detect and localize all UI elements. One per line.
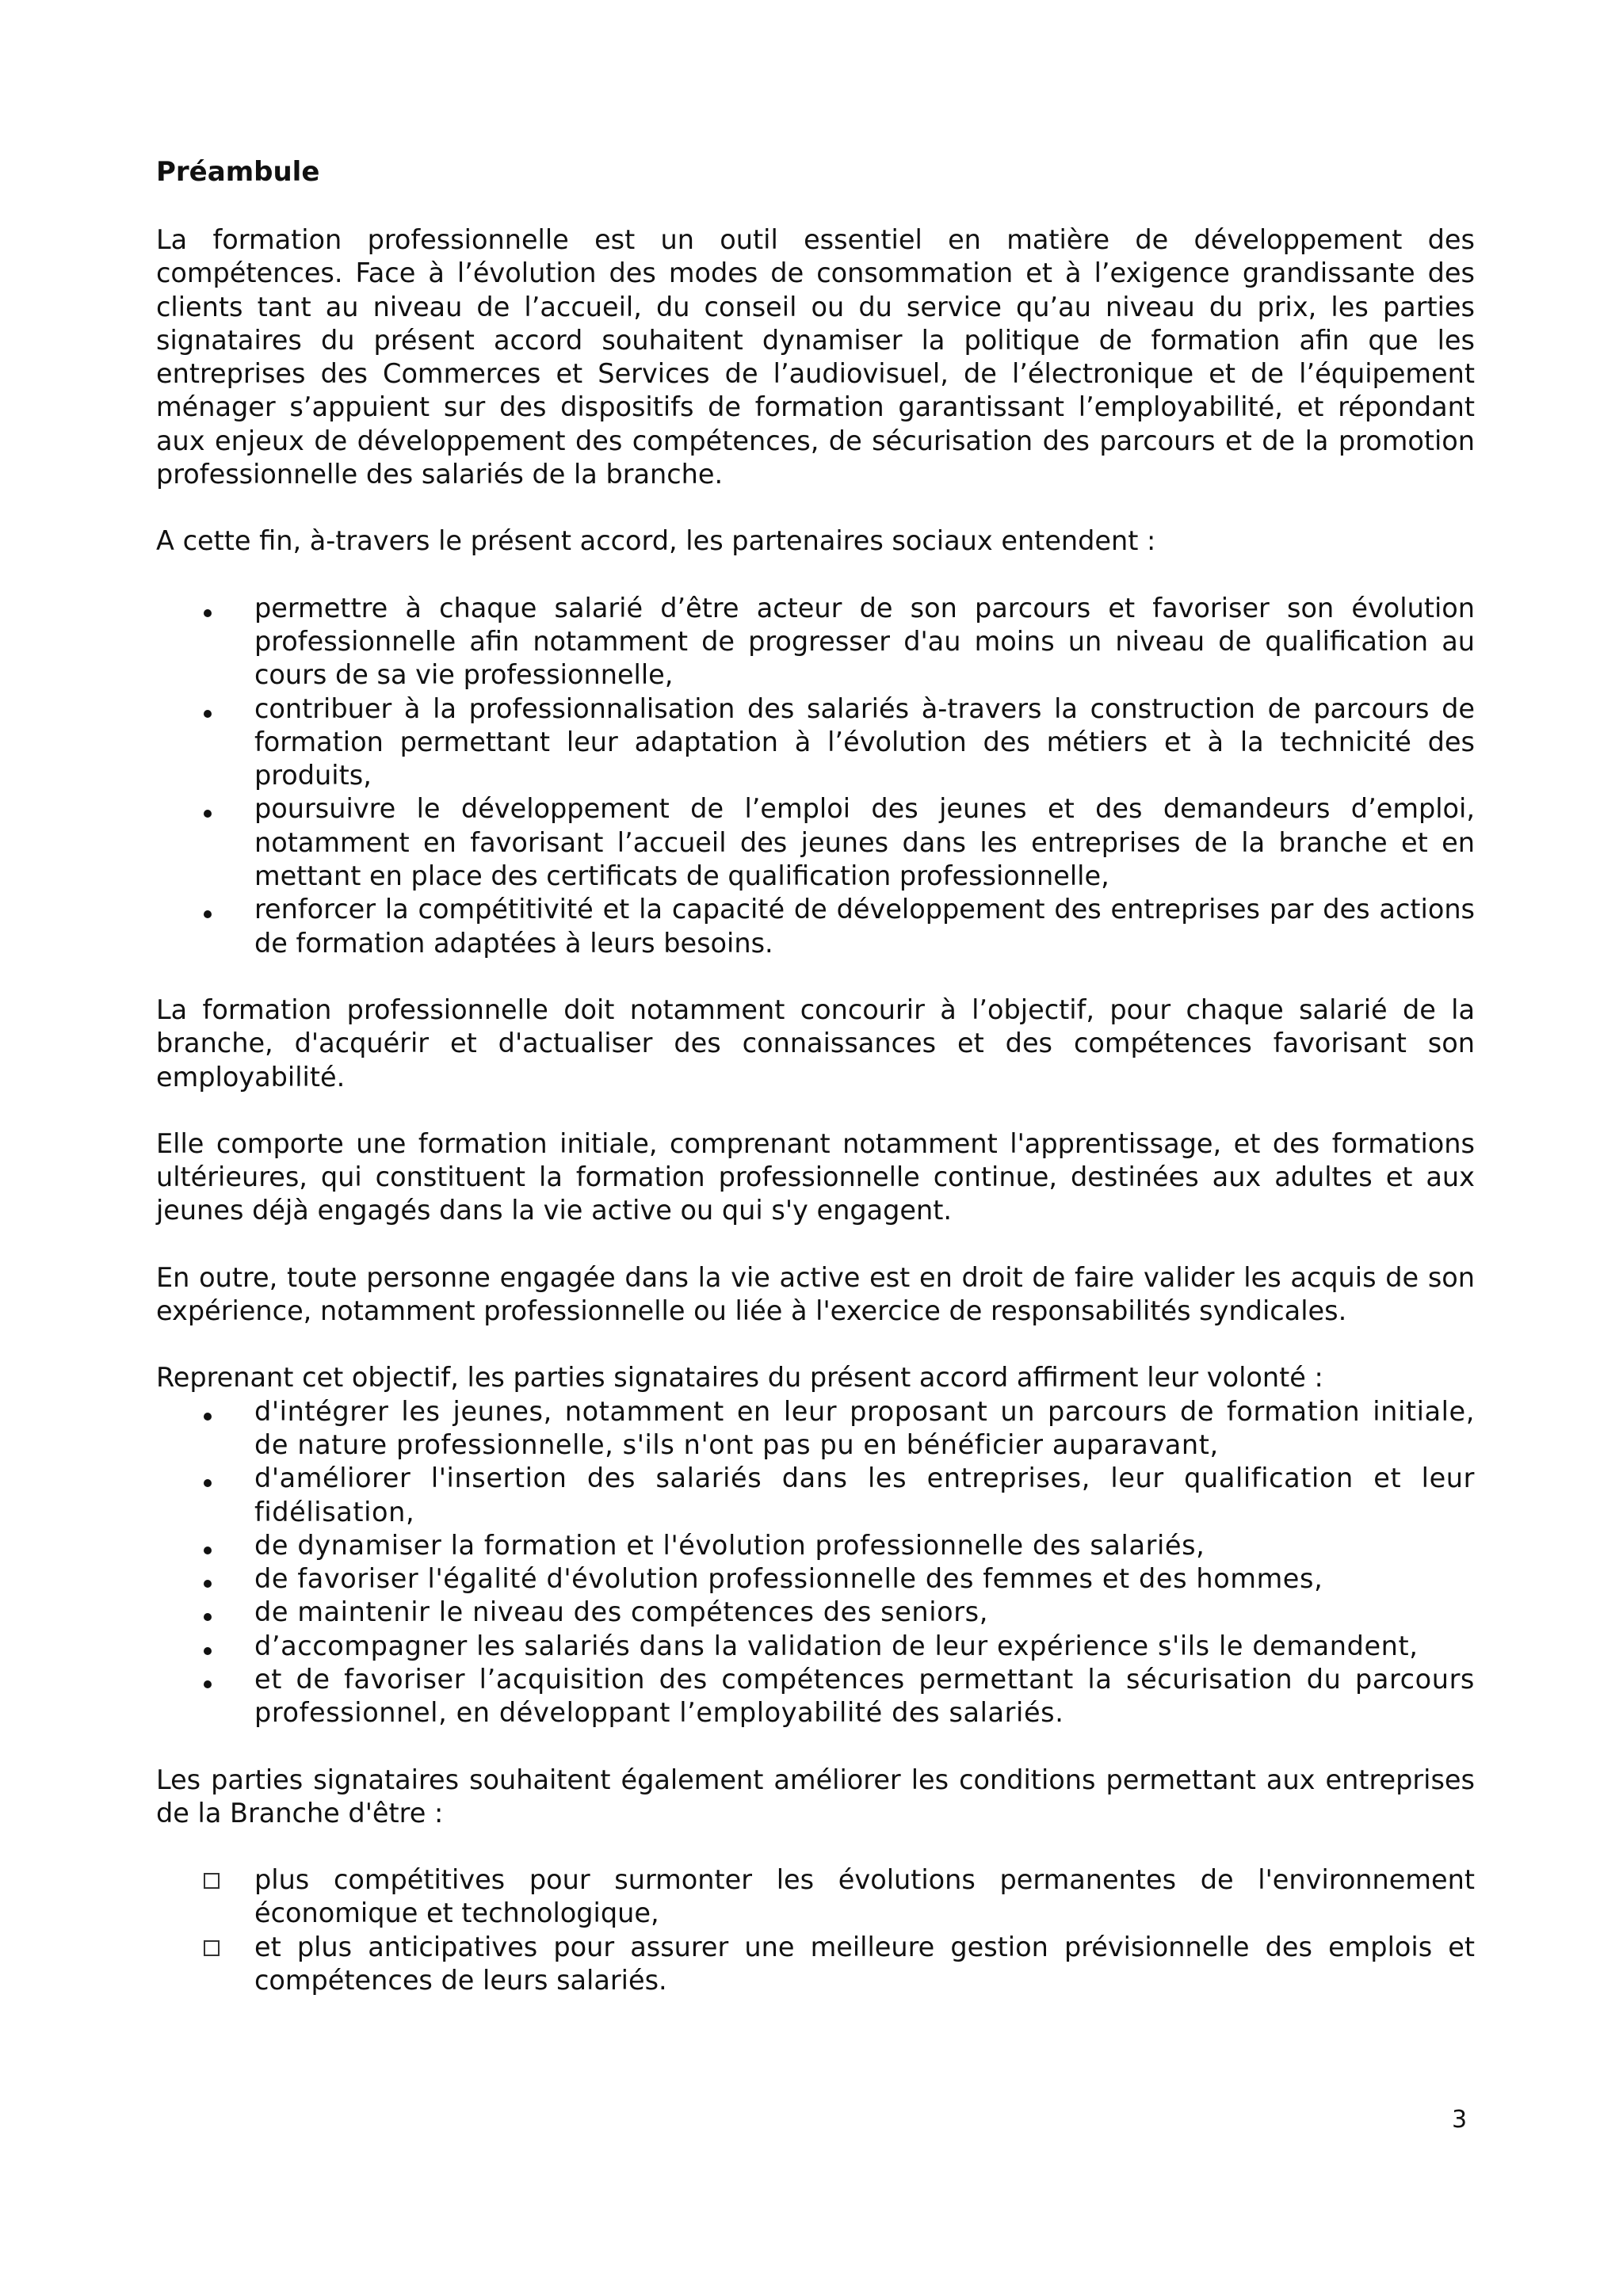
bullet-icon — [204, 1596, 227, 1629]
list-item-text: d'intégrer les jeunes, notamment en leur proposant un parcours de formation initiale, de nature professionnelle, s'ils n'ont pas pu en bénéficier auparavant, — [254, 1395, 1475, 1460]
list-item-text: renforcer la compétitivité et la capacité de développement des entreprises par des actions de formation adaptées à leurs besoins. — [254, 894, 1475, 959]
list-item-text: poursuivre le développement de l’emploi des jeunes et des demandeurs d’emploi, notamment en favorisant l’accueil des jeunes dans les entreprises de la branche et en mettant en place des certificats de qualification professionnelle, — [254, 793, 1475, 892]
will-intro: Reprenant cet objectif, les parties signataires du présent accord affirment leur volonté : — [156, 1362, 1323, 1394]
bullet-icon — [204, 792, 227, 826]
list-item — [156, 1462, 1475, 1529]
will-list — [156, 1395, 1475, 1730]
bullet-icon — [204, 1395, 227, 1428]
list-item-text: d’accompagner les salariés dans la validation de leur expérience s'ils le demandent, — [254, 1630, 1419, 1661]
list-item-text: et de favoriser l’acquisition des compétences permettant la sécurisation du parcours professionnel, en développant l’employabilité des salariés. — [254, 1663, 1475, 1729]
vae-paragraph: En outre, toute personne engagée dans la vie active est en droit de faire valider les acquis de son expérience, notamment professionnelle ou liée à l'exercice de responsabilités syndicales. — [156, 1261, 1475, 1327]
conditions-list — [156, 1863, 1475, 1997]
components-paragraph: Elle comporte une formation initiale, comprenant notamment l'apprentissage, et des formations ultérieures, qui constituent la formation professionnelle continue, destinées aux adultes et aux jeunes déjà engagés dans la vie active ou qui s'y engagent. — [156, 1127, 1475, 1226]
list-item — [156, 1630, 1475, 1663]
list-item — [156, 893, 1475, 960]
bullet-icon — [204, 1630, 227, 1663]
bullet-icon — [204, 1529, 227, 1562]
section-title: Préambule — [156, 156, 320, 188]
list-item — [156, 592, 1475, 692]
list-item — [156, 1931, 1475, 1998]
list-item-text: permettre à chaque salarié d’être acteur de son parcours et favoriser son évolution professionnelle afin notamment de progresser d'au moins un niveau de qualification au cours de sa vie professionnelle, — [254, 592, 1475, 691]
list-item — [156, 1562, 1475, 1596]
bullet-icon — [204, 692, 227, 726]
list-item-text: et plus anticipatives pour assurer une meilleure gestion prévisionnelle des emplois et compétences de leurs salariés. — [254, 1931, 1475, 1997]
bullet-icon — [204, 592, 227, 625]
aims-intro: A cette fin, à-travers le présent accord, les partenaires sociaux entendent : — [156, 525, 1156, 557]
document-page — [156, 155, 1475, 1997]
list-item-text: de dynamiser la formation et l'évolution professionnelle des salariés, — [254, 1529, 1205, 1561]
list-item — [156, 1596, 1475, 1629]
list-item-text: de favoriser l'égalité d'évolution professionnelle des femmes et des hommes, — [254, 1563, 1323, 1595]
list-item-text: plus compétitives pour surmonter les évolutions permanentes de l'environnement économique et technologique, — [254, 1864, 1475, 1929]
conditions-intro: Les parties signataires souhaitent également améliorer les conditions permettant aux entreprises de la Branche d'être : — [156, 1764, 1475, 1829]
bullet-icon — [204, 1462, 227, 1495]
bullet-icon — [204, 893, 227, 926]
list-item — [156, 1663, 1475, 1730]
list-item-text: contribuer à la professionnalisation des salariés à-travers la construction de parcours de formation permettant leur adaptation à l’évolution des métiers et à la technicité des produits, — [254, 692, 1475, 791]
bullet-icon — [204, 1562, 227, 1596]
intro-paragraph: La formation professionnelle est un outil essentiel en matière de développement des compétences. Face à l’évolution des modes de consommation et à l’exigence grandissante des clients tant au niveau de l’accueil, du conseil ou du service qu’au niveau du prix, les parties signataires du présent accord souhaitent dynamiser la politique de formation afin que les entreprises des Commerces et Services de l’audiovisuel, de l’électronique et de l’équipement ménager s’appuient sur des dispositifs de formation garantissant l’employabilité, et répondant aux enjeux de développement des compétences, de sécurisation des parcours et de la promotion professionnelle des salariés de la branche. — [156, 224, 1475, 490]
list-item-text: de maintenir le niveau des compétences des seniors, — [254, 1596, 988, 1628]
square-bullet-icon — [204, 1863, 227, 1897]
list-item-text: d'améliorer l'insertion des salariés dans les entreprises, leur qualification et leur fidélisation, — [254, 1463, 1475, 1527]
list-item — [156, 1863, 1475, 1931]
list-item — [156, 1529, 1475, 1562]
bullet-icon — [204, 1663, 227, 1696]
square-bullet-icon — [204, 1931, 227, 1964]
list-item — [156, 792, 1475, 893]
list-item — [156, 692, 1475, 793]
aims-list — [156, 592, 1475, 960]
page-number: 3 — [1452, 2106, 1468, 2134]
list-item — [156, 1395, 1475, 1463]
objective-paragraph: La formation professionnelle doit notamment concourir à l’objectif, pour chaque salarié de la branche, d'acquérir et d'actualiser des connaissances et des compétences favorisant son employabilité. — [156, 994, 1475, 1093]
